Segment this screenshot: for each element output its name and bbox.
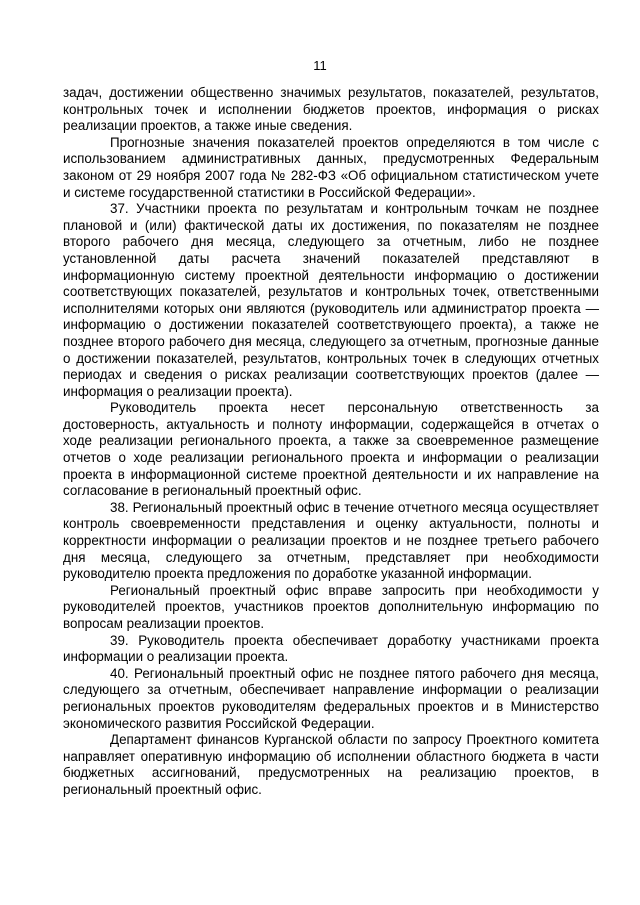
paragraph-clause-39: 39. Руководитель проекта обеспечивает доработку участниками проекта информации о реализации проекта. xyxy=(63,632,599,665)
paragraph-clause-37: 37. Участники проекта по результатам и контрольным точкам не позднее плановой и (или) фактической даты их достижения, по показателям не позднее второго рабочего дня месяца, следующего за отчетным, либо не позднее установленной даты расчета значений показателей представляют в информационную систему проектной деятельности информацию о достижении соответствующих показателей, результатов и контрольных точек, ответственными исполнителями которых они являются (руководитель или администратор проекта — информацию о достижении показателей соответствующего проекта), а также не позднее второго рабочего дня месяца, следующего за отчетным, прогнозные данные о достижении показателей, результатов, контрольных точек в следующих отчетных периодах и сведения о рисках реализации соответствующих проектов (далее — информация о реализации проекта). xyxy=(63,201,599,399)
document-body xyxy=(63,85,599,799)
paragraph-forecast-values: Прогнозные значения показателей проектов определяются в том числе с использованием административных данных, предусмотренных Федеральным законом от 29 ноября 2007 года № 282-ФЗ «Об официальном статистическом учете и системе государственной статистики в Российской Федерации». xyxy=(63,134,599,200)
page-number: 11 xyxy=(313,58,327,73)
paragraph-finance-department: Департамент финансов Курганской области по запросу Проектного комитета направляет оперативную информацию об исполнении областного бюджета в части бюджетных ассигнований, предусмотренных на реализацию проектов, в региональный проектный офис. xyxy=(63,732,599,797)
paragraph-additional-info-request: Региональный проектный офис вправе запросить при необходимости у руководителей проектов, участников проектов дополнительную информацию по вопросам реализации проектов. xyxy=(63,582,599,631)
paragraph-clause-40: 40. Региональный проектный офис не позднее пятого рабочего дня месяца, следующего за отчетным, обеспечивает направление информации о реализации региональных проектов руководителям федеральных проектов и в Министерство экономического развития Российской Федерации. xyxy=(63,665,599,731)
paragraph-project-manager-responsibility: Руководитель проекта несет персональную ответственность за достоверность, актуальность и полноту информации, содержащейся в отчетах о ходе реализации регионального проекта, а также за своевременное размещение отчетов о ходе реализации регионального проекта и информации о реализации проекта в информационной системе проектной деятельности и их направление на согласование в региональный проектный офис. xyxy=(63,400,599,499)
paragraph-clause-38: 38. Региональный проектный офис в течение отчетного месяца осуществляет контроль своевременности представления и оценку актуальности, полноты и корректности информации о реализации проектов и не позднее третьего рабочего дня месяца, следующего за отчетным, представляет при необходимости руководителю проекта предложения по доработке указанной информации. xyxy=(63,499,599,582)
paragraph-continuation: задач, достижении общественно значимых результатов, показателей, результатов, контрольных точек и исполнении бюджетов проектов, информация о рисках реализации проектов, а также иные сведения. xyxy=(63,85,599,134)
